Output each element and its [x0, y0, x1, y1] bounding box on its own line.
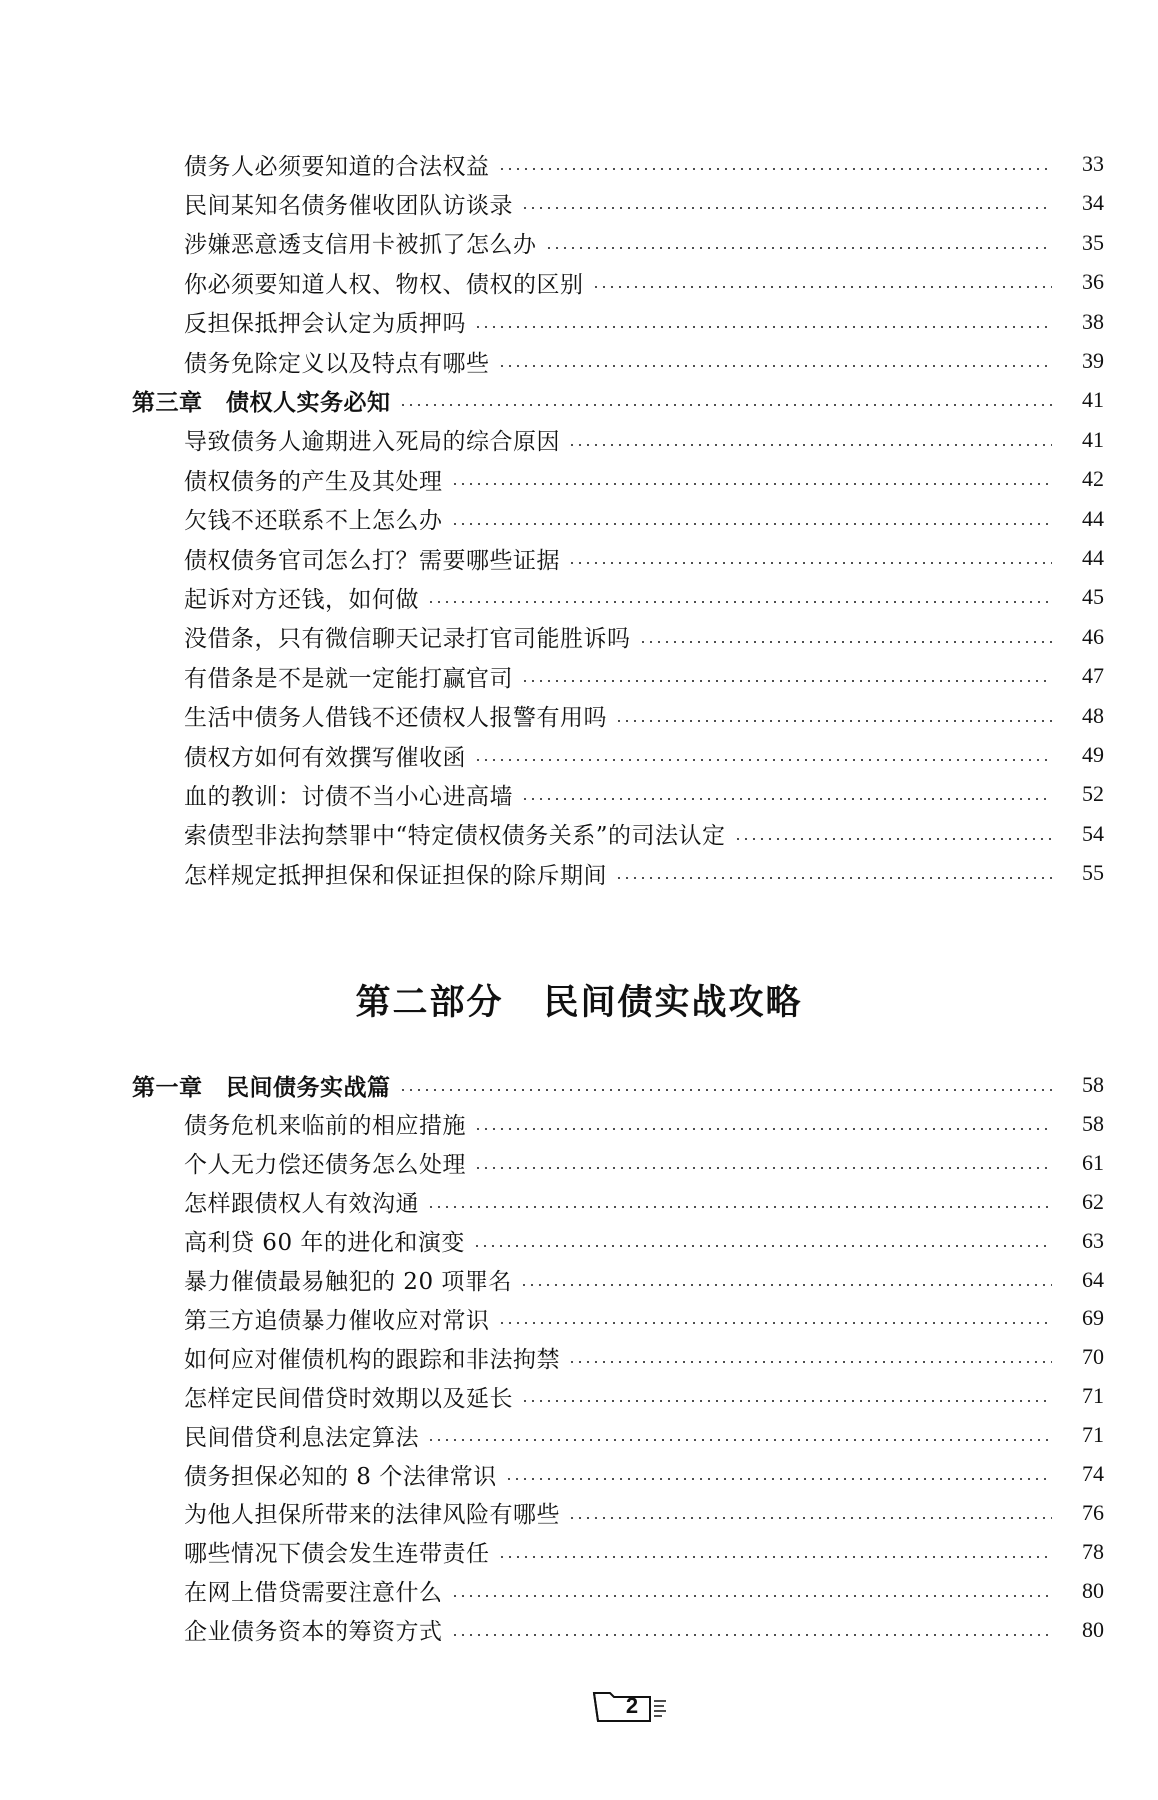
dot-leader	[427, 601, 1052, 603]
toc-page-number: 63	[1082, 1227, 1104, 1253]
toc-page-number: 52	[1082, 781, 1104, 807]
toc-entry-row	[0, 461, 1158, 497]
toc-page-number: 62	[1082, 1188, 1104, 1214]
toc-page-number: 61	[1082, 1149, 1104, 1175]
dot-leader	[498, 1322, 1053, 1324]
toc-page-number: 78	[1082, 1538, 1104, 1564]
toc-page-number: 69	[1082, 1305, 1104, 1331]
toc-page-number: 47	[1082, 663, 1104, 689]
toc-entry-row	[0, 1612, 1158, 1648]
dot-leader	[474, 326, 1052, 328]
dot-leader	[451, 523, 1053, 525]
dot-leader	[451, 483, 1053, 485]
toc-entry-title: 起诉对方还钱，如何做	[184, 581, 427, 614]
dot-leader	[592, 286, 1053, 288]
toc-entry-title: 怎样定民间借贷时效期以及延长	[184, 1380, 521, 1413]
toc-entry-title: 有借条是不是就一定能打赢官司	[184, 660, 521, 693]
toc-entry-row	[0, 1378, 1158, 1414]
toc-entry-title: 为他人担保所带来的法律风险有哪些	[184, 1496, 568, 1529]
toc-page-number: 44	[1082, 505, 1104, 531]
toc-entry-row	[0, 185, 1158, 221]
toc-entry-row	[0, 1534, 1158, 1570]
toc-entry-title: 债务危机来临前的相应措施	[184, 1107, 474, 1140]
dot-leader	[474, 1167, 1052, 1169]
toc-entry-title: 民间借贷利息法定算法	[184, 1419, 427, 1452]
toc-entry-row	[0, 737, 1158, 773]
toc-page-number: 46	[1082, 623, 1104, 649]
toc-entry-row	[0, 225, 1158, 261]
toc-entry-title: 债务担保必知的 8 个法律常识	[184, 1458, 505, 1491]
toc-page-number: 54	[1082, 820, 1104, 846]
toc-entry-title: 债权债务的产生及其处理	[184, 463, 451, 496]
toc-entry-row	[0, 146, 1158, 182]
toc-entry-row	[0, 1262, 1158, 1298]
toc-page-number: 48	[1082, 702, 1104, 728]
dot-leader	[615, 720, 1052, 722]
toc-entry-title: 索债型非法拘禁罪中“特定债权债务关系”的司法认定	[184, 817, 734, 850]
dot-leader	[521, 1400, 1052, 1402]
dot-leader	[474, 759, 1052, 761]
dot-leader	[615, 877, 1052, 879]
toc-chapter-row	[0, 382, 1158, 418]
toc-entry-row	[0, 1223, 1158, 1259]
toc-page-number: 70	[1082, 1344, 1104, 1370]
toc-entry-row	[0, 1184, 1158, 1220]
toc-entry-title: 你必须要知道人权、物权、债权的区别	[184, 266, 592, 299]
toc-page-number: 41	[1082, 387, 1104, 413]
dot-leader	[498, 1556, 1053, 1558]
toc-page-number: 41	[1082, 426, 1104, 452]
dot-leader	[451, 1595, 1053, 1597]
toc-entry-row	[0, 1417, 1158, 1453]
toc-chapter-title: 第一章 民间债务实战篇	[132, 1069, 399, 1102]
dot-leader	[521, 207, 1052, 209]
toc-entry-title: 如何应对催债机构的跟踪和非法拘禁	[184, 1341, 568, 1374]
dot-leader	[474, 1128, 1052, 1130]
toc-page-number: 36	[1082, 269, 1104, 295]
dot-leader	[545, 247, 1053, 249]
toc-entry-row	[0, 1573, 1158, 1609]
dot-leader	[568, 444, 1052, 446]
toc-page-number: 80	[1082, 1616, 1104, 1642]
toc-entry-row	[0, 855, 1158, 891]
toc-entry-title: 没借条，只有微信聊天记录打官司能胜诉吗	[184, 620, 639, 653]
toc-entry-title: 债务人必须要知道的合法权益	[184, 148, 498, 181]
toc-entry-title: 民间某知名债务催收团队访谈录	[184, 187, 521, 220]
part-title: 民间债实战攻略	[543, 983, 803, 1023]
toc-entry-title: 债务免除定义以及特点有哪些	[184, 345, 498, 378]
toc-entry-title: 欠钱不还联系不上怎么办	[184, 502, 451, 535]
dot-leader	[521, 680, 1052, 682]
toc-entry-title: 血的教训：讨债不当小心进高墙	[184, 778, 521, 811]
toc-page-number: 71	[1082, 1383, 1104, 1409]
toc-entry-title: 导致债务人逾期进入死局的综合原因	[184, 423, 568, 456]
toc-page-number: 71	[1082, 1422, 1104, 1448]
dot-leader	[734, 838, 1052, 840]
toc-chapter-title: 第三章 债权人实务必知	[132, 384, 399, 417]
toc-entry-title: 怎样跟债权人有效沟通	[184, 1185, 427, 1218]
dot-leader	[568, 1361, 1052, 1363]
toc-entry-row	[0, 264, 1158, 300]
dot-leader	[498, 365, 1053, 367]
toc-page-number: 44	[1082, 545, 1104, 570]
page-footer	[588, 1687, 672, 1727]
toc-entry-row	[0, 422, 1158, 458]
toc-entry-row	[0, 1495, 1158, 1531]
toc-entry-row	[0, 304, 1158, 340]
toc-entry-row	[0, 1106, 1158, 1142]
toc-page-number: 39	[1082, 348, 1104, 373]
dot-leader	[520, 1284, 1052, 1286]
toc-entry-row	[0, 579, 1158, 615]
dot-leader	[427, 1439, 1052, 1441]
dot-leader	[521, 798, 1052, 800]
toc-page-number: 58	[1082, 1072, 1104, 1097]
toc-entry-row	[0, 1456, 1158, 1492]
toc-entry-title: 暴力催债最易触犯的 20 项罪名	[184, 1263, 520, 1296]
toc-entry-row	[0, 698, 1158, 734]
toc-entry-title: 在网上借贷需要注意什么	[184, 1574, 451, 1607]
toc-entry-row	[0, 776, 1158, 812]
toc-entry-row	[0, 658, 1158, 694]
toc-entry-row	[0, 816, 1158, 852]
dot-leader	[568, 1517, 1052, 1519]
toc-page-number: 38	[1082, 308, 1104, 334]
toc-page-number: 33	[1082, 151, 1104, 176]
toc-chapter-row	[0, 1067, 1158, 1103]
toc-entry-title: 反担保抵押会认定为质押吗	[184, 305, 474, 338]
toc-entry-title: 个人无力偿还债务怎么处理	[184, 1146, 474, 1179]
dot-leader	[427, 1206, 1052, 1208]
toc-entry-title: 企业债务资本的筹资方式	[184, 1613, 451, 1646]
toc-page-number: 49	[1082, 742, 1104, 767]
part-label: 第二部分	[355, 983, 504, 1023]
toc-page-number: 58	[1082, 1110, 1104, 1136]
toc-entry-title: 怎样规定抵押担保和保证担保的除斥期间	[184, 857, 615, 890]
dot-leader	[399, 404, 1053, 406]
toc-page-number: 35	[1082, 229, 1104, 255]
dot-leader	[505, 1478, 1052, 1480]
toc-entry-row	[0, 1339, 1158, 1375]
toc-entry-title: 生活中债务人借钱不还债权人报警有用吗	[184, 699, 615, 732]
toc-entry-title: 哪些情况下债会发生连带责任	[184, 1535, 498, 1568]
toc-entry-title: 第三方追债暴力催收应对常识	[184, 1302, 498, 1335]
toc-entry-row	[0, 540, 1158, 576]
dot-leader	[399, 1089, 1053, 1091]
dot-leader	[568, 562, 1052, 564]
toc-page-number: 55	[1082, 860, 1104, 886]
toc-entry-row	[0, 501, 1158, 537]
toc-page-number: 45	[1082, 584, 1104, 610]
toc-entry-row	[0, 1145, 1158, 1181]
toc-entry-title: 涉嫌恶意透支信用卡被抓了怎么办	[184, 226, 545, 259]
dot-leader	[451, 1634, 1053, 1636]
toc-entry-row	[0, 1300, 1158, 1336]
toc-entry-row	[0, 619, 1158, 655]
toc-page-number: 80	[1082, 1577, 1104, 1603]
dot-leader	[498, 168, 1053, 170]
dot-leader	[473, 1245, 1052, 1247]
page-number: 2	[625, 1693, 639, 1718]
toc-page-number: 42	[1082, 466, 1104, 492]
toc-page-number: 74	[1082, 1461, 1104, 1486]
toc-entry-row	[0, 343, 1158, 379]
toc-page-number: 34	[1082, 190, 1104, 216]
part-heading	[0, 975, 1158, 1035]
toc-entry-title: 高利贷 60 年的进化和演变	[184, 1224, 473, 1257]
toc-entry-title: 债权债务官司怎么打？需要哪些证据	[184, 542, 568, 575]
toc-page-number: 64	[1082, 1266, 1104, 1292]
toc-entry-title: 债权方如何有效撰写催收函	[184, 739, 474, 772]
dot-leader	[639, 641, 1053, 643]
toc-page-number: 76	[1082, 1499, 1104, 1525]
